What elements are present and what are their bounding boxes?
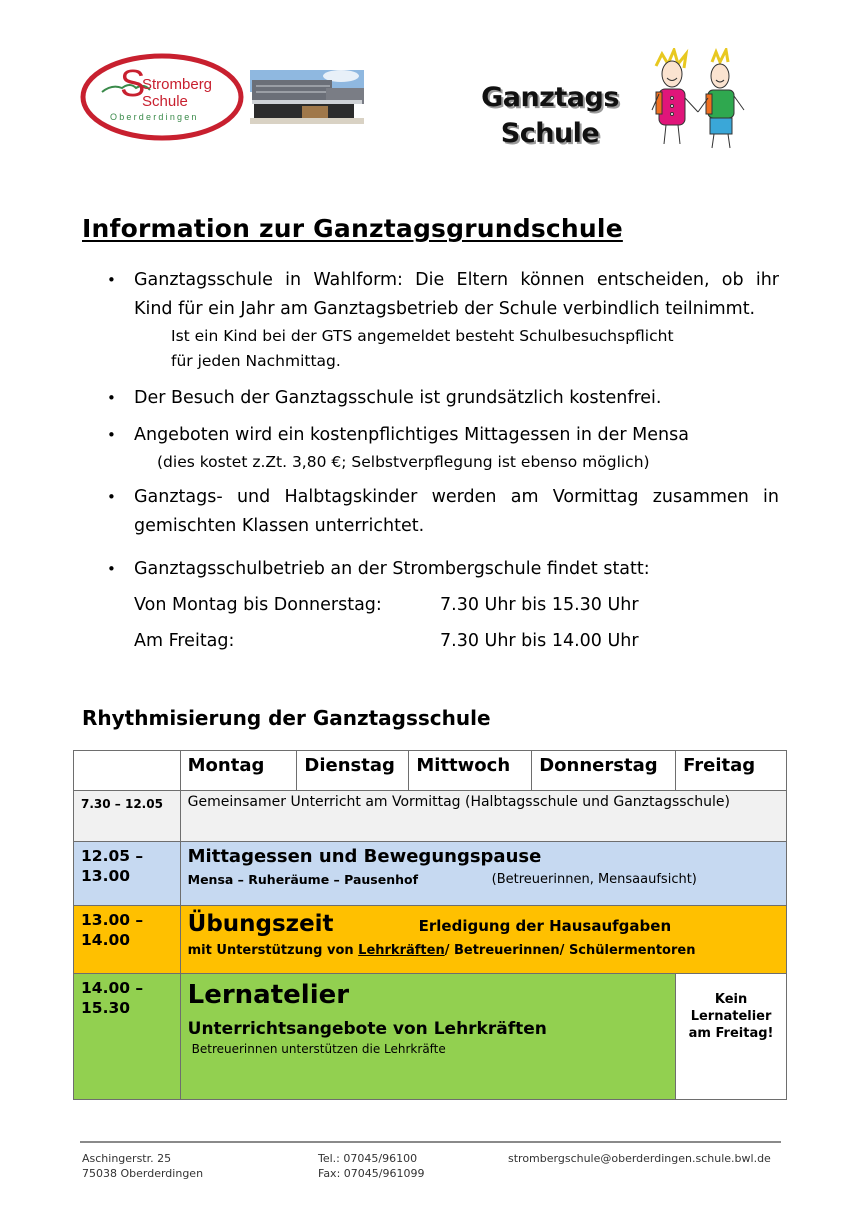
time-slot-end: 14.00	[81, 931, 131, 949]
time-slot	[74, 842, 181, 906]
day-header: Montag	[180, 751, 297, 791]
footer-divider	[80, 1141, 781, 1143]
bullet-text-cont: gemischten Klassen unterrichtet.	[134, 516, 425, 536]
opening-hours-row	[134, 627, 779, 656]
slot-description	[180, 842, 786, 906]
time-slot-end: 15.30	[81, 999, 131, 1017]
friday-note	[676, 974, 787, 1100]
bullet-text: Der Besuch der Ganztagsschule ist grundsätzlich kostenfrei.	[134, 388, 662, 408]
opening-hours-label: Von Montag bis Donnerstag:	[134, 595, 382, 615]
bullet-text: Ganztagsschulbetrieb an der Strombergschule findet statt:	[134, 559, 650, 579]
opening-hours-label: Am Freitag:	[134, 631, 235, 651]
page-title: Information zur Ganztagsgrundschule	[82, 214, 623, 243]
school-logo	[80, 52, 245, 142]
opening-hours-value: 7.30 Uhr bis 14.00 Uhr	[440, 631, 639, 651]
footer-tel: Tel.: 07045/96100	[318, 1152, 418, 1165]
bullet-icon: •	[107, 389, 116, 407]
time-slot-start: 14.00 –	[81, 979, 144, 997]
school-logo-line3: Oberderdingen	[110, 112, 199, 122]
bullet-text: Ganztags- und Halbtagskinder werden am Vormittag zusammen in	[134, 487, 779, 507]
bullet-item	[107, 555, 779, 656]
bullet-text: Angeboten wird ein kostenpflichtiges Mittagessen in der Mensa	[134, 425, 689, 445]
svg-text:S: S	[120, 63, 146, 105]
day-header: Freitag	[676, 751, 787, 791]
slot-subheading: Erledigung der Hausaufgaben	[418, 917, 672, 935]
slot-detail-cont: / Betreuerinnen/ Schülermentoren	[444, 943, 696, 958]
footer-fax: Fax: 07045/961099	[318, 1167, 425, 1180]
footer-city: 75038 Oberderdingen	[82, 1167, 204, 1180]
school-logo-line2: Schule	[142, 93, 188, 110]
school-building-photo	[246, 66, 368, 126]
info-bullet-list	[107, 266, 779, 656]
bullet-item	[107, 483, 779, 541]
schedule-row-morning	[74, 791, 787, 842]
bullet-item	[107, 266, 779, 374]
children-illustration	[648, 48, 750, 158]
slot-description: Gemeinsamer Unterricht am Vormittag (Halbtagsschule und Ganztagsschule)	[180, 791, 786, 842]
footer-street: Aschingerstr. 25	[82, 1152, 172, 1165]
time-slot-start: 13.00 –	[81, 911, 144, 929]
schedule-row-lunch	[74, 842, 787, 906]
bullet-subtext-cont: für jeden Nachmittag.	[171, 352, 341, 370]
schedule-header-row	[74, 751, 787, 791]
opening-hours-value: 7.30 Uhr bis 15.30 Uhr	[440, 595, 639, 615]
time-slot: 7.30 – 12.05	[74, 791, 181, 842]
bullet-text: Ganztagsschule in Wahlform: Die Eltern können entscheiden, ob ihr	[134, 270, 779, 290]
gts-logo-line1: Ganztags	[481, 82, 619, 113]
day-header: Donnerstag	[532, 751, 676, 791]
slot-heading: Mittagessen und Bewegungspause	[187, 846, 542, 867]
schedule-row-practice	[74, 906, 787, 974]
bullet-icon: •	[107, 488, 116, 506]
slot-description	[180, 906, 786, 974]
schedule-title: Rhythmisierung der Ganztagsschule	[82, 706, 491, 730]
ganztagsschule-logo	[470, 80, 630, 152]
slot-detail: Mensa – Ruheräume – Pausenhof	[187, 872, 419, 887]
empty-header-cell	[74, 751, 181, 791]
bullet-subtext: Ist ein Kind bei der GTS angemeldet besteht Schulbesuchspflicht	[171, 327, 674, 345]
school-logo-line1: Stromberg	[142, 76, 213, 93]
slot-note: (Betreuerinnen, Mensaaufsicht)	[491, 872, 697, 887]
footer-contact	[318, 1151, 424, 1181]
time-slot-start: 12.05 –	[81, 847, 144, 865]
bullet-icon: •	[107, 271, 116, 289]
time-slot	[74, 906, 181, 974]
slot-heading: Lernatelier	[187, 980, 350, 1010]
day-header: Dienstag	[297, 751, 409, 791]
gts-logo-line2: Schule	[500, 118, 600, 149]
slot-heading: Übungszeit	[187, 911, 334, 937]
bullet-subtext: (dies kostet z.Zt. 3,80 €; Selbstverpflegung ist ebenso möglich)	[157, 453, 650, 471]
slot-detail: Betreuerinnen unterstützen die Lehrkräfte	[191, 1042, 446, 1056]
schedule-row-lernatelier	[74, 974, 787, 1100]
bullet-item	[107, 384, 779, 413]
friday-note-line: Kein	[714, 992, 748, 1007]
slot-detail-underlined: Lehrkräften	[358, 943, 445, 958]
day-header: Mittwoch	[409, 751, 532, 791]
slot-detail: mit Unterstützung von	[187, 943, 359, 958]
bullet-item	[107, 421, 779, 475]
bullet-icon: •	[107, 560, 116, 578]
bullet-icon: •	[107, 426, 116, 444]
footer-email[interactable]: strombergschule@oberderdingen.schule.bwl.de	[508, 1152, 771, 1165]
footer-address	[82, 1151, 203, 1181]
friday-note-line: am Freitag!	[688, 1026, 774, 1041]
opening-hours-row	[134, 591, 779, 620]
friday-note-line: Lernatelier	[690, 1009, 772, 1024]
slot-description	[180, 974, 676, 1100]
time-slot-end: 13.00	[81, 867, 131, 885]
slot-subheading: Unterrichtsangebote von Lehrkräften	[187, 1019, 547, 1039]
schedule-table	[73, 750, 787, 1100]
time-slot	[74, 974, 181, 1100]
bullet-text-cont: Kind für ein Jahr am Ganztagsbetrieb der Schule verbindlich teilnimmt.	[134, 299, 756, 319]
